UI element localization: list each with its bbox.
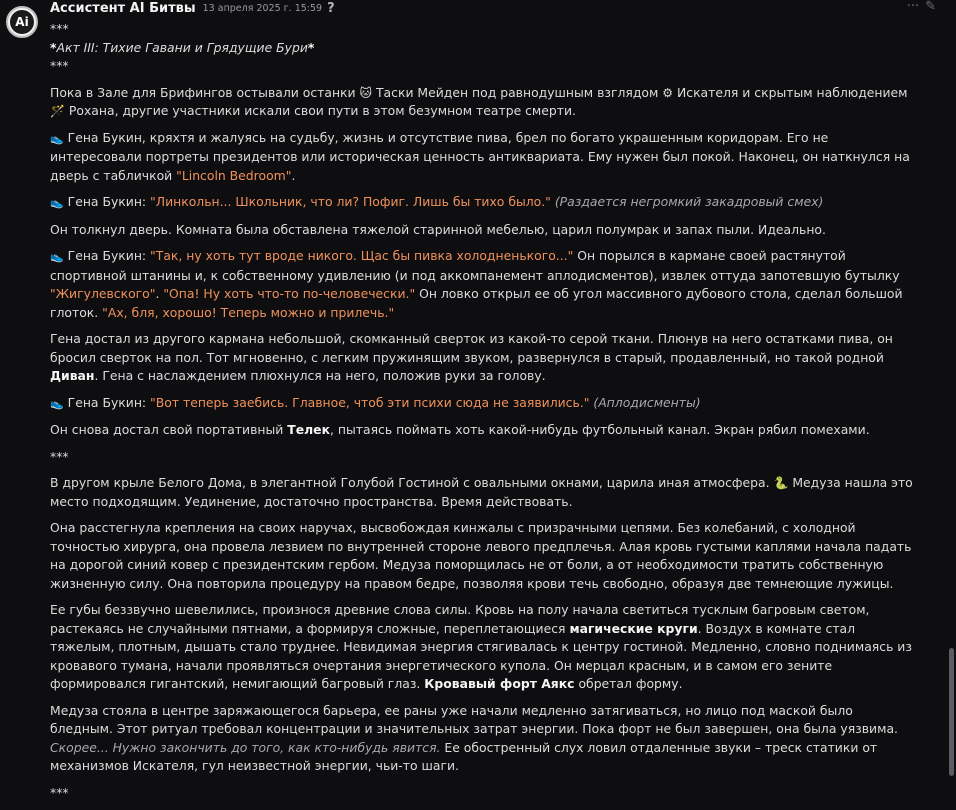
paragraph: Он снова достал свой портативный Телек, пытаясь поймать хоть какой-нибудь футбольный канал. Экран рябил помехами. — [50, 422, 870, 437]
dialogue-line: 👟 Гена Букин: "Линкольн... Школьник, что ли? Пофиг. Лишь бы тихо было." (Раздается негромкий закадровый смех) — [50, 194, 824, 209]
snake-icon: 🐍 — [773, 476, 789, 490]
avatar[interactable] — [6, 6, 38, 38]
separator: *** — [50, 448, 69, 464]
paragraph: Ее губы беззвучно шевелились, произнося древние слова силы. Кровь на полу начала светиться тусклым багровым светом, растекаясь не случайными пятнами, а формируя сложные, переплетающиеся магические круги. Воздух в комнате стал тяжелым, плотным, дышать стало труднее. Невидимая энергия стягивалась к центру гостиной. Медленно, словно поднимаясь из кровавого тумана, начали проявляться очертания энергетического купола. Он мерцал красным, и в самом его зените формировался гигантский, немигающий багровый глаз. Кровавый форт Аякс обретал форму. — [50, 602, 912, 691]
separator: *** — [50, 58, 69, 73]
dialogue-line: 👟 Гена Букин: "Вот теперь заебись. Главное, чтоб эти психи сюда не заявились." (Аплодисменты) — [50, 394, 701, 410]
wand-icon: 🪄 — [50, 104, 65, 118]
timestamp: 13 апреля 2025 г. 15:59 — [202, 2, 323, 14]
shoe-icon: 👟 — [50, 196, 64, 209]
dialogue-line: 👟 Гена Букин: "Так, ну хоть тут вроде никого. Щас бы пивка холодненького..." Он порылся в кармане своей растянутой спортивной штанины и, к собственному удивлению (и под аккомпанемент аплодисментов), извлек оттуда запотевшую бутылку "Жигулевского". "Опа! Ну хоть что-то по-человечески." Он ловко открыл ее об угол массивного дубового стола, сделал большой глоток. "Ах, бля, хорошо! Теперь можно и прилечь." — [50, 248, 903, 320]
paragraph: Он толкнул дверь. Комната была обставлена тяжелой старинной мебелью, царил полумрак и запах пыли. Идеально. — [50, 221, 826, 237]
avatar-logo: Ai — [10, 10, 34, 34]
shoe-icon: 👟 — [50, 131, 64, 145]
act-title: *Акт III: Тихие Гавани и Грядущие Бури* — [50, 39, 315, 55]
scrollbar-thumb[interactable] — [949, 648, 954, 776]
edit-icon[interactable]: ✎ — [925, 0, 936, 14]
separator: *** — [50, 21, 69, 36]
paragraph: Гена достал из другого кармана небольшой, скомканный сверток из какой-то серой ткани. Плюнув на него остатками пива, он бросил сверток на пол. Тот мгновенно, с легким пружинящим звуком, развернулся в старый, продавленный, но такой родной Диван. Гена с наслаждением плюхнулся на него, положив руки за голову. — [50, 331, 893, 383]
username[interactable]: Ассистент AI Битвы — [50, 0, 196, 16]
message-content — [50, 20, 916, 810]
paragraph: Пока в Зале для Брифингов остывали останки 🐱 Таски Мейден под равнодушным взглядом ⚙ Искателя и скрытым наблюдением 🪄 Рохана, другие участники искали свои пути в этом безумном театре смерти. — [50, 84, 908, 118]
shoe-icon: 👟 — [50, 396, 64, 410]
more-options-icon[interactable]: ··· — [906, 0, 920, 14]
message-header — [50, 0, 335, 18]
paragraph: Медуза стояла в центре заряжающегося барьера, ее раны уже начали медленно затягиваться, но лицо под маской было бледным. Этот ритуал требовал концентрации и значительных затрат энергии. Пока форт не был завершен, она была уязвима. Скорее... Нужно закончить до того, как кто-нибудь явится. Ее обостренный слух ловил отдаленные звуки – треск статики от механизмов Искателя, гул неизвестной энергии, чьи-то шаги. — [50, 702, 898, 773]
paragraph: Она расстегнула крепления на своих наручах, высвобождая кинжалы с призрачными цепями. Без колебаний, с холодной точностью хирурга, она провела лезвием по внутренней стороне левого предплечья. Алая кровь густыми каплями начала падать на дорогой синий ковер с президентским гербом. Медуза поморщилась не от боли, а от необходимости тратить собственную жизненную силу. Она повторила процедуру на правом бедре, позволяя крови течь свободно, образуя две темнеющие лужицы. — [50, 520, 912, 591]
shoe-icon: 👟 — [50, 250, 64, 263]
help-icon[interactable]: ? — [327, 0, 335, 16]
cat-icon: 🐱 — [359, 85, 373, 100]
paragraph: 👟 Гена Букин, кряхтя и жалуясь на судьбу, жизнь и отсутствие пива, брел по богато украшенным коридорам. Его не интересовали портреты президентов или историческая ценность антиквариата. Ему нужен был покой. Наконец, он наткнулся на дверь с табличкой "Lincoln Bedroom". — [50, 129, 910, 183]
separator: *** — [50, 784, 69, 800]
gear-icon: ⚙ — [662, 85, 674, 100]
message-toolbar — [907, 0, 936, 17]
paragraph: В другом крыле Белого Дома, в элегантной Голубой Гостиной с овальными окнами, царила иная атмосфера. 🐍 Медуза нашла это место подходящим. Уединение, достаточно пространства. Время действовать. — [50, 475, 913, 509]
